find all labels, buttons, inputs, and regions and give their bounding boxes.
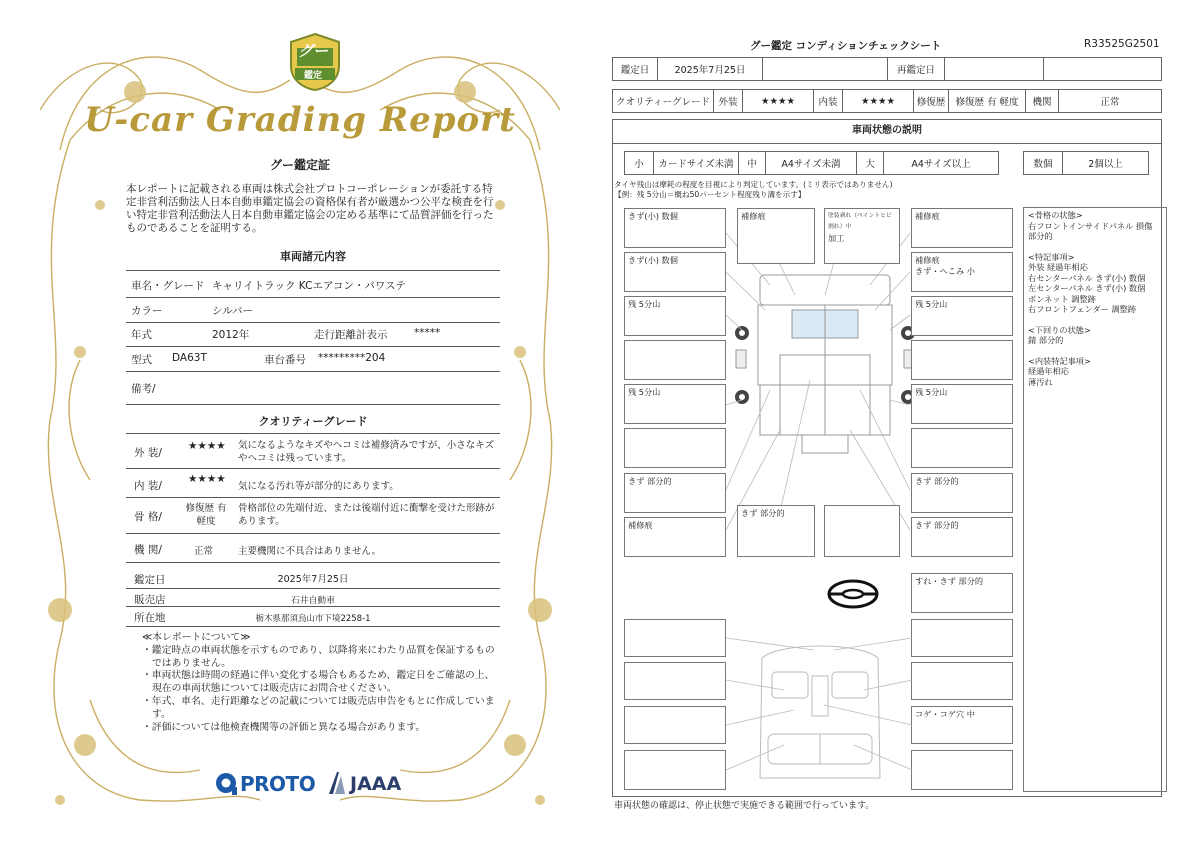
frame-status-line: 部分的	[1028, 231, 1053, 241]
exterior-label: 外 装/	[134, 447, 162, 459]
condition-box	[911, 208, 1013, 248]
year-label: 年式	[131, 329, 152, 341]
divider	[126, 533, 500, 534]
note-item: ・車両状態は時間の経過に伴い変化する場合もあるため、鑑定日をご確認の上、現在の車両状態については販売店にお問合せください。	[142, 670, 495, 695]
underbody-title: <下回りの状態>	[1028, 324, 1091, 335]
year-value: 2012年	[212, 329, 250, 341]
divider	[126, 562, 500, 563]
condition-box	[624, 517, 726, 557]
date-value: 2025年7月25日	[658, 58, 763, 81]
condition-text: すれ・きず 部分的	[915, 576, 984, 586]
tire-note	[614, 180, 893, 200]
proto-logo-text: PROTO	[240, 772, 316, 796]
exterior-stars: ★★★★	[188, 440, 226, 452]
special-notes-line: ボンネット 調整跡	[1028, 293, 1096, 304]
count-label: 数個	[1024, 152, 1063, 175]
condition-text: きず・へこみ 小	[915, 266, 975, 276]
condition-text: 残 5分山	[915, 387, 948, 397]
condition-box	[624, 619, 726, 657]
redate-label: 再鑑定日	[888, 58, 945, 81]
divider	[126, 322, 500, 323]
interior-notes-line: 薄汚れ	[1028, 376, 1053, 387]
condition-box	[911, 573, 1013, 613]
color-value: シルバー	[212, 305, 254, 317]
note-item: ・鑑定時点の車両状態を示すものであり、以降将来にわたり品質を保証するものではありません。	[142, 644, 495, 669]
engine-label: 機 関/	[134, 544, 162, 556]
count-legend	[1023, 151, 1149, 175]
condition-title: 車両状態の説明	[612, 119, 1162, 144]
interior-stars: ★★★★	[188, 473, 226, 485]
divider	[126, 588, 500, 589]
exterior-label: 外装	[714, 90, 743, 113]
condition-text: コゲ・コゲ穴 中	[915, 709, 975, 719]
interior-description: 気になる汚れ等が部分的にあります。	[238, 481, 399, 492]
mileage-value: *****	[414, 327, 441, 339]
condition-text: 残 5分山	[628, 299, 661, 309]
condition-text: 残 5分山	[628, 387, 661, 397]
mileage-label: 走行距離計表示	[314, 329, 388, 341]
engine-description: 主要機関に不具合はありません。	[238, 546, 382, 557]
divider	[126, 626, 500, 627]
report-title: U-car Grading Report	[84, 100, 516, 140]
condition-box	[824, 208, 900, 264]
condition-box	[624, 340, 726, 380]
condition-text: きず(小) 数個	[628, 255, 678, 265]
condition-box	[737, 505, 815, 557]
condition-box	[911, 750, 1013, 790]
steering-wheel-icon	[826, 578, 880, 610]
condition-box	[911, 662, 1013, 700]
underbody-line: 錆 部分的	[1028, 335, 1064, 345]
certificate-description: 本レポートに記載される車両は株式会社プロトコーポレーションが委託する特定非営利活動法人日本自動車鑑定協会の資格保有者が厳選かつ公平な検査を行い特定非営利活動法人日本自動車鑑定協会の定める基準にて品質評価を行ったものであることを証明する。	[126, 183, 494, 234]
condition-text: 残 5分山	[915, 299, 948, 309]
divider	[126, 433, 500, 434]
special-notes-title: <特記事項>	[1028, 251, 1075, 262]
dealer-label: 販売店	[134, 594, 166, 606]
name-value: キャリイトラック KCエアコン・パワステ	[212, 280, 406, 292]
condition-box	[624, 428, 726, 468]
condition-text: きず 部分的	[915, 476, 959, 486]
interior-leader-lines	[724, 630, 914, 790]
chassis-label: 車台番号	[264, 354, 306, 366]
condition-text: 補修痕	[915, 211, 940, 221]
condition-text: きず(小) 数個	[628, 211, 678, 221]
divider	[126, 404, 500, 405]
condition-box	[624, 384, 726, 424]
sheet-title: グー鑑定 コンディションチェックシート	[750, 40, 942, 52]
condition-box	[624, 473, 726, 513]
special-notes-line: 右フロントフェンダー 調整跡	[1028, 304, 1137, 314]
note-item: ・評価については他検査機関等の評価と異なる場合があります。	[142, 721, 426, 733]
appraisal-date-row	[612, 57, 1162, 81]
frame-value: 修復歴 有 軽度	[185, 503, 227, 527]
condition-box	[737, 208, 815, 264]
condition-text: きず 部分的	[915, 520, 959, 530]
jaaa-logo-icon	[327, 770, 347, 796]
divider	[126, 606, 500, 607]
appraisal-date-label: 鑑定日	[134, 574, 166, 586]
condition-text: きず 部分的	[628, 476, 672, 486]
condition-text: 補修痕	[741, 211, 766, 221]
divider	[126, 270, 500, 271]
repair-label: 修復歴	[914, 90, 949, 113]
exterior-description: 気になるようなキズやヘコミは補修済みですが、小さなキズやヘコミは残っています。	[238, 440, 495, 464]
date-label: 鑑定日	[613, 58, 658, 81]
interior-notes-title: <内装特記事項>	[1028, 355, 1091, 366]
condition-box	[911, 706, 1013, 744]
condition-box	[624, 706, 726, 744]
report-notes	[142, 632, 498, 734]
notes-title: ≪本レポートについて≫	[142, 632, 251, 643]
model-value: DA63T	[172, 352, 207, 364]
badge-bottom-text: 鑑定	[304, 71, 323, 81]
sheet-footnote: 車両状態の確認は、停止状態で実施できる範囲で行っています。	[614, 801, 875, 811]
condition-box	[624, 296, 726, 336]
interior-notes-line: 経過年相応	[1028, 366, 1069, 376]
remarks-column	[1023, 207, 1167, 792]
size-legend	[624, 151, 999, 175]
condition-box	[911, 252, 1013, 292]
frame-status-line: 右フロントインサイドパネル 損傷	[1028, 220, 1153, 231]
condition-box	[624, 750, 726, 790]
size-mid-desc: A4サイズ未満	[766, 152, 857, 175]
tire-note-example: 【例：残 5分山＝概ね50パーセント程度残り溝を示す】	[614, 190, 806, 199]
special-notes-line: 右センターパネル きず(小) 数個	[1028, 272, 1146, 283]
condition-text: 塗装剥れ（ペイントヒビ割れ）中	[828, 213, 892, 230]
date-blank	[763, 58, 888, 81]
quality-section-title: クオリティーグレード	[258, 415, 368, 428]
chassis-value: *********204	[318, 352, 386, 364]
note-item: ・年式、車名、走行距離などの記載については販売店申告をもとに作成しています。	[142, 695, 495, 720]
engine-label: 機関	[1026, 90, 1059, 113]
divider	[126, 497, 500, 498]
condition-box	[911, 517, 1013, 557]
condition-box	[911, 340, 1013, 380]
size-mid: 中	[739, 152, 766, 175]
special-notes-line: 左センターパネル きず(小) 数個	[1028, 283, 1146, 293]
address-value: 栃木県那須烏山市下境2258-1	[255, 614, 371, 624]
tire-note-text: タイヤ残山は摩耗の程度を目視により判定しています。(ミリ表示ではありません)	[614, 180, 893, 189]
engine-value: 正常	[1059, 90, 1162, 113]
condition-box	[624, 662, 726, 700]
frame-label: 骨 格/	[134, 511, 162, 523]
spec-section-title: 車両諸元内容	[280, 250, 346, 263]
badge-top-text: グー	[298, 42, 329, 60]
grade-label: クオリティーグレード	[613, 90, 714, 113]
size-large: 大	[857, 152, 884, 175]
divider	[126, 371, 500, 372]
condition-box	[911, 296, 1013, 336]
condition-text: 補修痕	[915, 255, 940, 265]
divider	[126, 468, 500, 469]
size-large-desc: A4サイズ以上	[884, 152, 999, 175]
divider	[126, 346, 500, 347]
dealer-value: 石井自動車	[291, 596, 335, 606]
condition-check-sheet	[600, 0, 1200, 848]
condition-box	[911, 428, 1013, 468]
color-label: カラー	[131, 305, 163, 317]
certificate-heading: グー鑑定証	[269, 158, 330, 172]
name-label: 車名・グレード	[131, 280, 205, 292]
frame-description: 骨格部位の先端付近、または後端付近に衝撃を受けた形跡があります。	[238, 503, 495, 527]
grade-row	[612, 89, 1162, 113]
interior-label: 内装	[814, 90, 843, 113]
appraisal-date-value: 2025年7月25日	[277, 574, 349, 585]
special-notes-line: 外装 経過年相応	[1028, 262, 1088, 272]
size-small: 小	[625, 152, 654, 175]
interior-label: 内 装/	[134, 480, 162, 492]
model-label: 型式	[131, 354, 152, 366]
size-small-desc: カードサイズ未満	[654, 152, 739, 175]
condition-box	[911, 619, 1013, 657]
condition-text: 補修痕	[628, 520, 653, 530]
condition-box	[824, 505, 900, 557]
exterior-value: ★★★★	[743, 90, 814, 113]
repair-value: 修復歴 有 軽度	[949, 90, 1026, 113]
divider	[126, 297, 500, 298]
remarks-label: 備考/	[131, 383, 156, 395]
redate-value	[945, 58, 1044, 81]
condition-box	[911, 473, 1013, 513]
condition-box	[624, 252, 726, 292]
condition-text: きず 部分的	[741, 508, 785, 518]
proto-logo-icon	[214, 770, 240, 796]
jaaa-logo-text: JAAA	[350, 773, 402, 795]
interior-value: ★★★★	[843, 90, 914, 113]
engine-value: 正常	[194, 546, 214, 557]
document-id: R33525G2501	[1084, 38, 1160, 50]
condition-box	[911, 384, 1013, 424]
date-extra	[1044, 58, 1162, 81]
address-label: 所在地	[134, 612, 166, 624]
condition-text: 加工	[828, 233, 845, 243]
frame-status-title: <骨格の状態>	[1028, 210, 1083, 220]
count-value: 2個以上	[1063, 152, 1149, 175]
condition-box	[624, 208, 726, 248]
